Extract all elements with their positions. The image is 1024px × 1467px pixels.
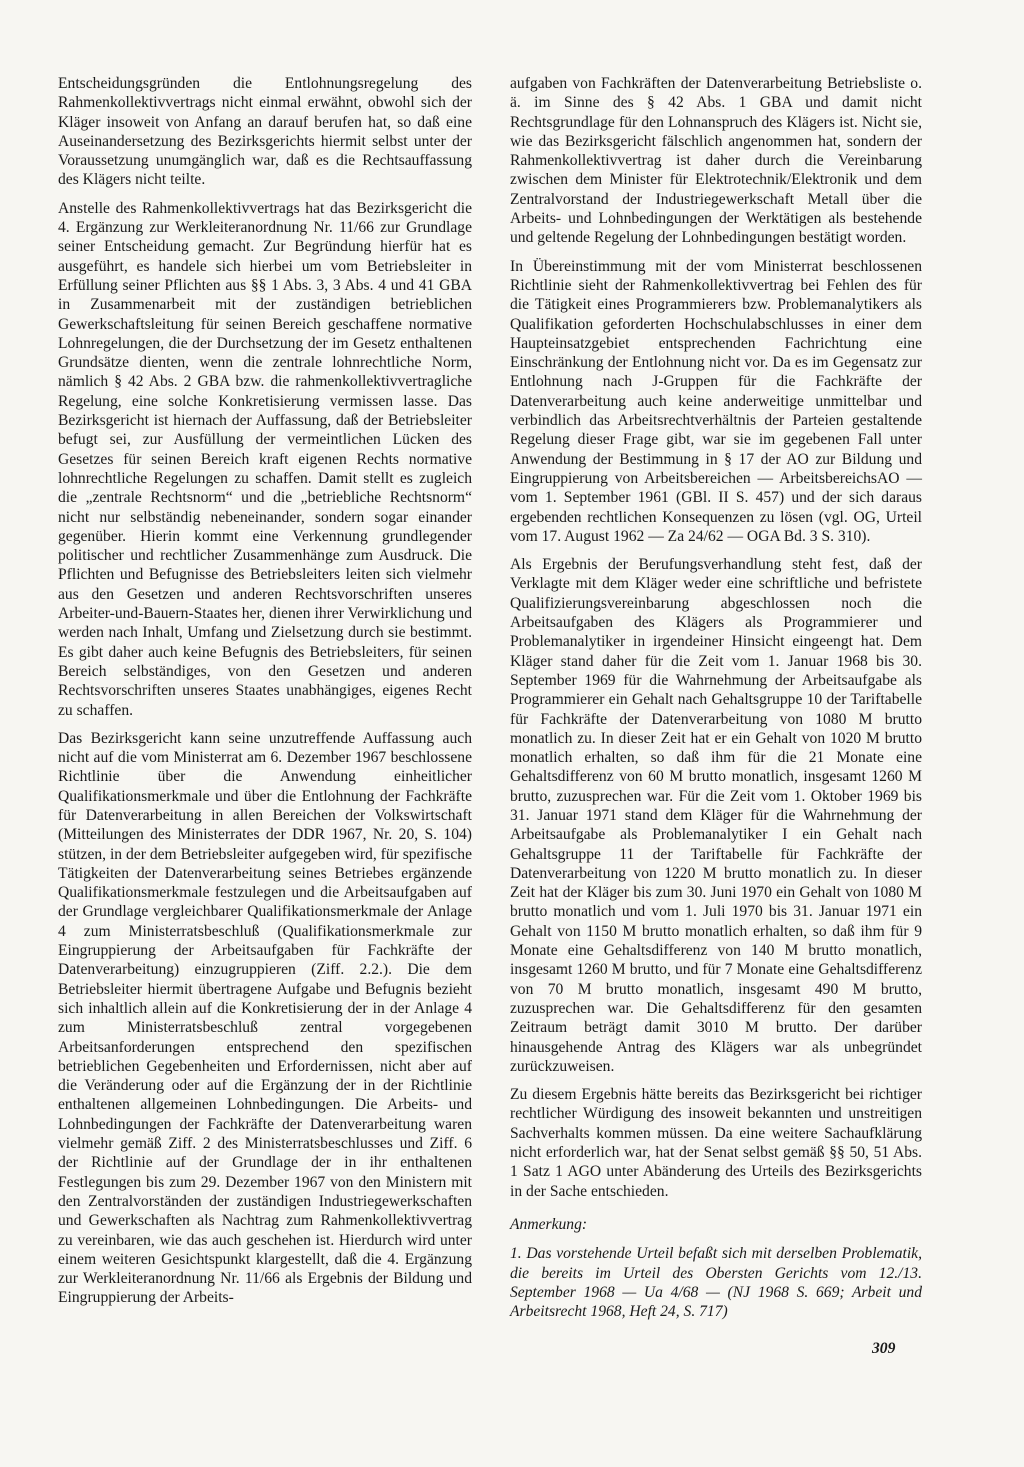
paragraph: Als Ergebnis der Berufungsverhandlung steht fest, daß der Verklagte mit dem Kläger weder eine schriftliche und befristete Qualifizierungsvereinbarung abgeschlossen noch die Arbeitsaufgaben des Klägers als Programmierer und Problemanalytiker in irgendeiner Hinsicht eingeengt hat. Dem Kläger stand daher für die Zeit vom 1. Januar 1968 bis 30. September 1969 für die Wahrnehmung der Arbeitsaufgabe als Programmierer ein Gehalt nach Gehaltsgruppe 10 der Tariftabelle für Fachkräfte der Datenverarbeitung von 1080 M brutto monatlich zu. In dieser Zeit hat er ein Gehalt von 1020 M brutto monatlich erhalten, so daß ihm für die 21 Monate eine Gehaltsdifferenz von 60 M brutto monatlich, insgesamt 1260 M brutto, zuzusprechen war. Für die Zeit vom 1. Oktober 1969 bis 31. Januar 1971 stand dem Kläger für die Wahrnehmung der Arbeitsaufgabe als Problemanalytiker I ein Gehalt nach Gehaltsgruppe 11 der Tariftabelle für Fachkräfte der Datenverarbeitung von 1220 M brutto monatlich zu. In dieser Zeit hat der Kläger bis zum 30. Juni 1970 ein Gehalt von 1080 M brutto monatlich und vom 1. Juli 1970 bis 31. Januar 1971 ein Gehalt von 1150 M brutto monatlich erhalten, so daß ihm für 9 Monate eine Gehaltsdifferenz von 140 M brutto monatlich, insgesamt 1260 M brutto, und für 7 Monate eine Gehaltsdifferenz von 70 M brutto monatlich, insgesamt 490 M brutto, zuzusprechen war. Die Gehaltsdifferenz für den gesamten Zeitraum beträgt damit 3010 M brutto. Der darüber hinausgehende Antrag des Klägers war als unbegründet zurückzuweisen. [510, 556, 922, 1075]
paragraph: Das Bezirksgericht kann seine unzutreffende Auffassung auch nicht auf die vom Ministerrat am 6. Dezember 1967 beschlossene Richtlinie über die Anwendung einheitlicher Qualifikationsmerkmale und über die Entlohnung der Fachkräfte für Datenverarbeitung in allen Bereichen der Volkswirtschaft (Mitteilungen des Ministerrates der DDR 1967, Nr. 20, S. 104) stützen, in der dem Betriebsleiter aufgegeben wird, für spezifische Tätigkeiten der Datenverarbeitung seines Betriebes ergänzende Qualifikationsmerkmale festzulegen und die Arbeitsaufgaben auf der Grundlage vergleichbarer Qualifikationsmerkmale der Anlage 4 zum Ministerratsbeschluß (Qualifikationsmerkmale zur Eingruppierung der Arbeitsaufgaben für Fachkräfte der Datenverarbeitung) einzugruppieren (Ziff. 2.2.). Die dem Betriebsleiter hiermit übertragene Aufgabe und Befugnis bezieht sich inhaltlich allein auf die Konkretisierung der in der Anlage 4 zum Ministerratsbeschluß zentral vorgegebenen Arbeitsanforderungen entsprechend den spezifischen betrieblichen Gegebenheiten und Erfordernissen, nicht aber auf die Veränderung oder auf die Ergänzung der in der Richtlinie enthaltenen allgemeinen Lohnbedingungen. Die Arbeits- und Lohnbedingungen der Fachkräfte der Datenverarbeitung waren vielmehr gemäß Ziff. 2 des Ministerratsbeschlusses und Ziff. 6 der Richtlinie auf der Grundlage der in ihr enthaltenen Festlegungen bis zum 29. Dezember 1967 von den Ministern mit den Zentralvorständen der zuständigen Industriegewerkschaften und Gewerkschaften als Nachtrag zum Rahmenkollektivvertrag zu vereinbaren, wie das auch geschehen ist. Hierdurch wird unter einem weiteren Gesichtspunkt klargestellt, daß die 4. Ergänzung zur Werkleiteranordnung Nr. 11/66 als Ergebnis der Bildung und Eingruppierung der Arbeits- [58, 729, 472, 1307]
annotation-heading: Anmerkung: [510, 1215, 588, 1233]
annotation-text: 1. Das vorstehende Urteil befaßt sich mit derselben Problematik, die bereits im Urteil des Obersten Gerichts vom 12./13. September 1968 — Ua 4/68 — (NJ 1968 S. 669; Arbeit und Arbeitsrecht 1968, Heft 24, S. 717) [510, 1245, 922, 1321]
paragraph: Zu diesem Ergebnis hätte bereits das Bezirksgericht bei richtiger rechtlicher Würdigung des insoweit bekannten und unstreitigen Sachverhalts kommen müssen. Da eine weitere Sachaufklärung nicht erforderlich war, hat der Senat selbst gemäß §§ 50, 51 Abs. 1 Satz 1 AGO unter Abänderung des Urteils des Bezirksgerichts in der Sache entschieden. [510, 1086, 922, 1200]
paragraph: In Übereinstimmung mit der vom Ministerrat beschlossenen Richtlinie sieht der Rahmenkollektivvertrag bei Fehlen des für die Tätigkeit eines Programmierers bzw. Problemanalytikers als Qualifikation geforderten Hochschulabschlusses in einer dem Haupteinsatzgebiet entsprechenden Fachrichtung eine Einschränkung der Entlohnung nicht vor. Da es im Gegensatz zur Entlohnung nach J-Gruppen für die Fachkräfte der Datenverarbeitung auch keine anderweitige unmittelbar und verbindlich das Arbeitsrechtverhältnis der Parteien gestaltende Regelung dieser Frage gibt, war sie im gegebenen Fall unter Anwendung der Bestimmung in § 17 der AO zur Bildung und Eingruppierung von Arbeitsbereichen — ArbeitsbereichsAO — vom 1. September 1961 (GBl. II S. 457) und der sich daraus ergebenden rechtlichen Konsequenzen zu lösen (vgl. OG, Urteil vom 17. August 1962 — Za 24/62 — OGA Bd. 3 S. 310). [510, 257, 922, 545]
page-number: 309 [872, 1340, 896, 1357]
left-column [58, 74, 472, 1317]
paragraph: Anstelle des Rahmenkollektivvertrags hat das Bezirksgericht die 4. Ergänzung zur Werkleiteranordnung Nr. 11/66 zur Grundlage seiner Entscheidung gemacht. Zur Begründung hierfür hat es ausgeführt, es handele sich hierbei um vom Betriebsleiter in Erfüllung seiner Pflichten aus §§ 1 Abs. 3, 3 Abs. 4 und 41 GBA in Zusammenarbeit mit der zuständigen betrieblichen Gewerkschaftsleitung für seinen Bereich geschaffene normative Lohnregelungen, die der Durchsetzung der im Gesetz enthaltenen Grundsätze dienten, wenn die zentrale lohnrechtliche Norm, nämlich § 42 Abs. 2 GBA bzw. die rahmenkollektivvertragliche Regelung, eine solche Konkretisierung vermissen lasse. Das Bezirksgericht ist hiernach der Auffassung, daß der Betriebsleiter befugt sei, zur Ausfüllung der vermeintlichen Lücken des Gesetzes für seinen Bereich kraft eigenen Rechts normative lohnrechtliche Regelungen zu schaffen. Damit stellt es zugleich die „zentrale Rechtsnorm“ und die „betriebliche Rechtsnorm“ nicht nur selbständig nebeneinander, sondern sogar einander gegenüber. Hierin kommt eine Verkennung grundlegender politischer und rechtlicher Zusammenhänge zum Ausdruck. Die Pflichten und Befugnisse des Betriebsleiters leiten sich vielmehr aus den Gesetzen und anderen Rechtsvorschriften unseres Arbeiter-und-Bauern-Staates her, dienen ihrer Verwirklichung und werden nach Inhalt, Umfang und Zielsetzung durch sie bestimmt. Es gibt daher auch keine Befugnis des Betriebsleiters, für seinen Bereich selbständiges, von den Gesetzen und anderen Rechtsvorschriften unseres Staates unabhängiges, eigenes Recht zu schaffen. [58, 199, 472, 719]
right-column [510, 74, 922, 1330]
paragraph: aufgaben von Fachkräften der Datenverarbeitung Betriebsliste o. ä. im Sinne des § 42 Abs. 1 GBA und damit nicht Rechtsgrundlage für den Lohnanspruch des Klägers ist. Nicht sie, wie das Bezirksgericht fälschlich angenommen hat, sondern der Rahmenkollektivvertrag ist daher durch die Vereinbarung zwischen dem Minister für Elektrotechnik/Elektronik und dem Zentralvorstand der Industriegewerkschaft Metall über die Arbeits- und Lohnbedingungen der Werktätigen als bestehende und geltende Regelung der Lohnbedingungen bestätigt worden. [510, 75, 922, 247]
paragraph: Entscheidungsgründen die Entlohnungsregelung des Rahmenkollektivvertrags nicht einmal erwähnt, obwohl sich der Kläger insoweit von Anfang an darauf berufen hat, so daß eine Auseinandersetzung des Bezirksgerichts hiermit selbst unter der Voraussetzung unumgänglich war, daß es die Rechtsauffassung des Klägers nicht teilte. [58, 75, 472, 189]
